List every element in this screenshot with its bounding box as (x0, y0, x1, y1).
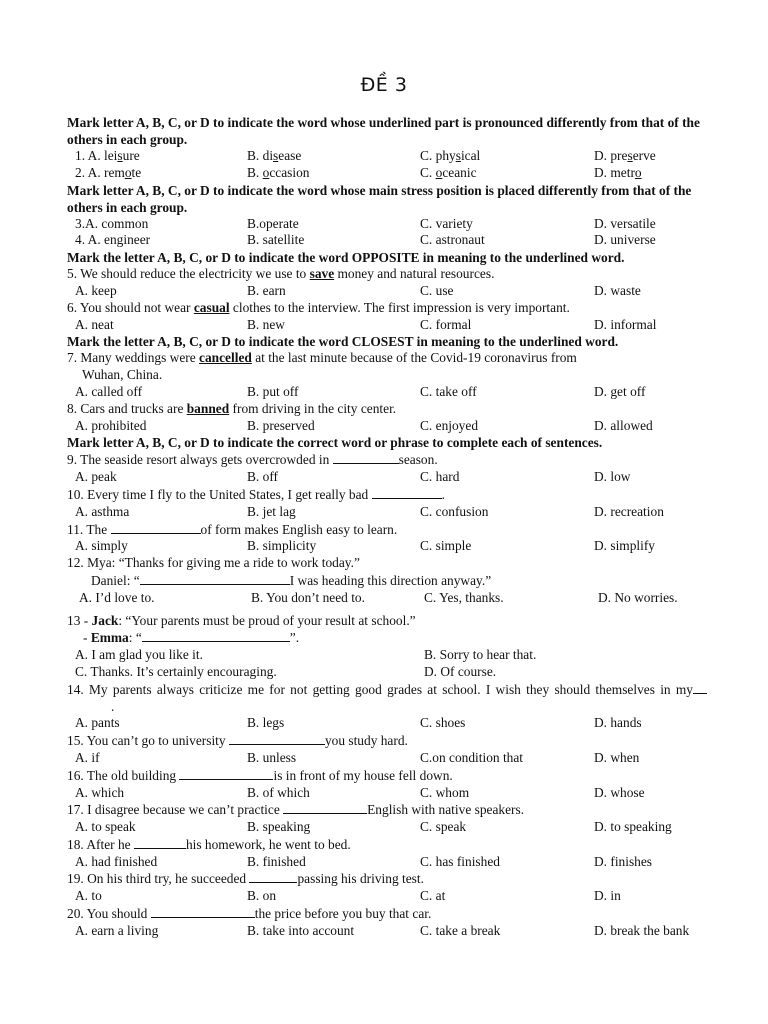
option-a: A. had finished (75, 853, 158, 869)
option-c: C. has finished (420, 853, 500, 869)
option-b: B. satellite (247, 232, 305, 248)
option-d: D. preserve (594, 148, 656, 163)
option-c: C. whom (420, 784, 470, 800)
option-b: B. speaking (247, 819, 311, 835)
option-a: A. to (75, 888, 102, 904)
option-a: A. neat (75, 316, 114, 332)
question-3 (67, 216, 707, 233)
option-b: B. earn (247, 282, 286, 298)
answer-blank (140, 572, 290, 585)
option-d: D. allowed (594, 417, 653, 433)
answer-blank (111, 521, 201, 534)
question-16-options (67, 785, 707, 802)
option-d: D. get off (594, 383, 646, 399)
option-c: C. enjoyed (420, 417, 479, 433)
question-19-options (67, 888, 707, 905)
answer-blank (142, 629, 290, 642)
option-c: C. take a break (420, 922, 501, 938)
option-c: C. take off (420, 383, 477, 399)
option-a: 1. A. leisure (75, 148, 140, 163)
option-a: 4. A. engineer (75, 232, 151, 248)
question-12-options (67, 590, 707, 607)
section-instruction: Mark letter A, B, C, or D to indicate the word whose underlined part is pronounced differently from that of the others in each group. (67, 115, 700, 147)
option-a: A. which (75, 784, 125, 800)
question-6-options (67, 317, 707, 334)
section-instruction: Mark the letter A, B, C, or D to indicate the word CLOSEST in meaning to the underlined word. (67, 334, 619, 350)
option-d: D. informal (594, 316, 657, 332)
option-d: D. when (594, 749, 640, 765)
answer-blank (134, 836, 186, 849)
option-a: A. earn a living (75, 922, 159, 938)
option-c: C. shoes (420, 715, 466, 731)
option-d: D. Of course. (424, 663, 497, 679)
option-b: B. off (247, 469, 278, 485)
option-a: A. peak (75, 469, 117, 485)
question-6-stem: 6. You should not wear casual clothes to the interview. The first impression is very important. (67, 299, 570, 315)
option-c: C. formal (420, 316, 472, 332)
question-13-stem: 13 - Jack: “Your parents must be proud of your result at school.” (67, 612, 416, 628)
exam-content (67, 114, 707, 940)
question-8-stem: 8. Cars and trucks are banned from driving in the city center. (67, 400, 397, 416)
question-18-stem: 18. After he his homework, he went to bed. (67, 836, 351, 852)
option-d: D. universe (594, 232, 656, 248)
question-19-stem: 19. On his third try, he succeeded passing his driving test. (67, 871, 424, 887)
option-b: B. put off (247, 383, 299, 399)
option-d: D. No worries. (598, 589, 678, 605)
option-d: D. to speaking (594, 819, 672, 835)
option-b: B. occasion (247, 164, 310, 180)
question-8-options (67, 418, 707, 435)
answer-blank (151, 905, 255, 918)
question-10-options (67, 504, 707, 521)
option-c: C. confusion (420, 503, 489, 519)
option-c: C. hard (420, 469, 460, 485)
question-12-stem: 12. Mya: “Thanks for giving me a ride to work today.” (67, 555, 360, 571)
option-b: B. on (247, 888, 277, 904)
option-d: D. break the bank (594, 922, 690, 938)
question-10-stem: 10. Every time I fly to the United States, I get really bad . (67, 486, 445, 502)
question-18-options (67, 854, 707, 871)
option-a: A. called off (75, 383, 143, 399)
question-13-options-row1 (67, 647, 707, 664)
question-12-reply: Daniel: “ I was heading this direction anyway.” (91, 572, 492, 588)
option-d: D. metro (594, 164, 642, 180)
question-17-stem: 17. I disagree because we can’t practice English with native speakers. (67, 802, 525, 818)
option-d: D. simplify (594, 538, 656, 554)
option-b: B. You don’t need to. (251, 589, 365, 605)
question-20-stem: 20. You should the price before you buy that car. (67, 906, 432, 922)
option-b: B. preserved (247, 417, 315, 433)
option-a: A. to speak (75, 819, 136, 835)
answer-blank (229, 732, 325, 745)
option-a: A. asthma (75, 503, 130, 519)
question-9-stem: 9. The seaside resort always gets overcrowded in season. (67, 452, 438, 468)
option-a: A. prohibited (75, 417, 147, 433)
exam-title: ĐỀ 3 (360, 74, 408, 96)
option-d: D. waste (594, 282, 641, 298)
question-13-reply: - Emma: “ ”. (83, 630, 300, 646)
question-4 (67, 232, 707, 249)
answer-blank (333, 451, 399, 464)
option-d: D. versatile (594, 215, 656, 231)
option-a: 2. A. remote (75, 164, 142, 180)
option-c: C. Yes, thanks. (424, 589, 504, 605)
answer-blank (283, 801, 367, 814)
option-c: C. speak (420, 819, 467, 835)
option-b: B. simplicity (247, 538, 317, 554)
answer-blank (693, 681, 707, 694)
question-1 (67, 148, 707, 165)
question-14-options (67, 715, 707, 732)
option-c: C. Thanks. It’s certainly encouraging. (75, 663, 277, 679)
option-d: D. hands (594, 715, 642, 731)
option-b: B. new (247, 316, 285, 332)
option-a: A. I’d love to. (79, 589, 155, 605)
option-b: B. take into account (247, 922, 355, 938)
question-14-stem: 14. My parents always criticize me for not getting good grades at school. I wish they should themselves in my. (67, 681, 707, 716)
question-7-options (67, 384, 707, 401)
question-17-options (67, 819, 707, 836)
option-b: B. disease (247, 148, 302, 163)
question-16-stem: 16. The old building is in front of my house fell down. (67, 767, 453, 783)
option-c: C. simple (420, 538, 472, 554)
question-11-options (67, 538, 707, 555)
option-c: C. physical (420, 148, 481, 163)
question-7-stem: 7. Many weddings were cancelled at the last minute because of the Covid-19 coronavirus from (67, 350, 577, 366)
option-a: A. I am glad you like it. (75, 647, 203, 663)
option-b: B. Sorry to hear that. (424, 647, 537, 663)
option-d: D. low (594, 469, 631, 485)
option-c: C. at (420, 888, 446, 904)
option-a: A. pants (75, 715, 120, 731)
option-c: C. use (420, 282, 454, 298)
option-a: A. simply (75, 538, 128, 554)
option-a: A. keep (75, 282, 117, 298)
option-c: C.on condition that (420, 749, 524, 765)
question-5-stem: 5. We should reduce the electricity we use to save money and natural resources. (67, 266, 495, 282)
option-b: B. of which (247, 784, 310, 800)
question-13-options-row2 (67, 664, 707, 681)
option-b: B. unless (247, 749, 297, 765)
question-5-options (67, 283, 707, 300)
option-b: B. finished (247, 853, 306, 869)
answer-blank (372, 486, 442, 499)
option-b: B.operate (247, 215, 299, 231)
section-instruction: Mark letter A, B, C, or D to indicate the word whose main stress position is placed differently from that of the others in each group. (67, 182, 692, 215)
question-11-stem: 11. The of form makes English easy to learn. (67, 521, 398, 537)
section-instruction: Mark letter A, B, C, or D to indicate the correct word or phrase to complete each of sentences. (67, 435, 603, 451)
question-15-options (67, 750, 707, 767)
option-c: C. variety (420, 215, 473, 231)
option-c: C. astronaut (420, 232, 485, 248)
option-a: 3.A. common (75, 215, 149, 231)
question-20-options (67, 923, 707, 940)
question-15-stem: 15. You can’t go to university you study hard. (67, 733, 408, 749)
question-9-options (67, 469, 707, 486)
answer-blank (249, 870, 297, 883)
option-b: B. jet lag (247, 503, 296, 519)
question-7-continuation: Wuhan, China. (82, 367, 163, 383)
option-a: A. if (75, 749, 100, 765)
answer-blank (179, 767, 273, 780)
option-d: D. in (594, 888, 621, 904)
section-instruction: Mark the letter A, B, C, or D to indicate the word OPPOSITE in meaning to the underlined word. (67, 250, 625, 266)
option-b: B. legs (247, 715, 285, 731)
option-d: D. whose (594, 784, 645, 800)
question-2 (67, 165, 707, 182)
option-d: D. recreation (594, 503, 664, 519)
option-c: C. oceanic (420, 164, 477, 180)
option-d: D. finishes (594, 853, 653, 869)
